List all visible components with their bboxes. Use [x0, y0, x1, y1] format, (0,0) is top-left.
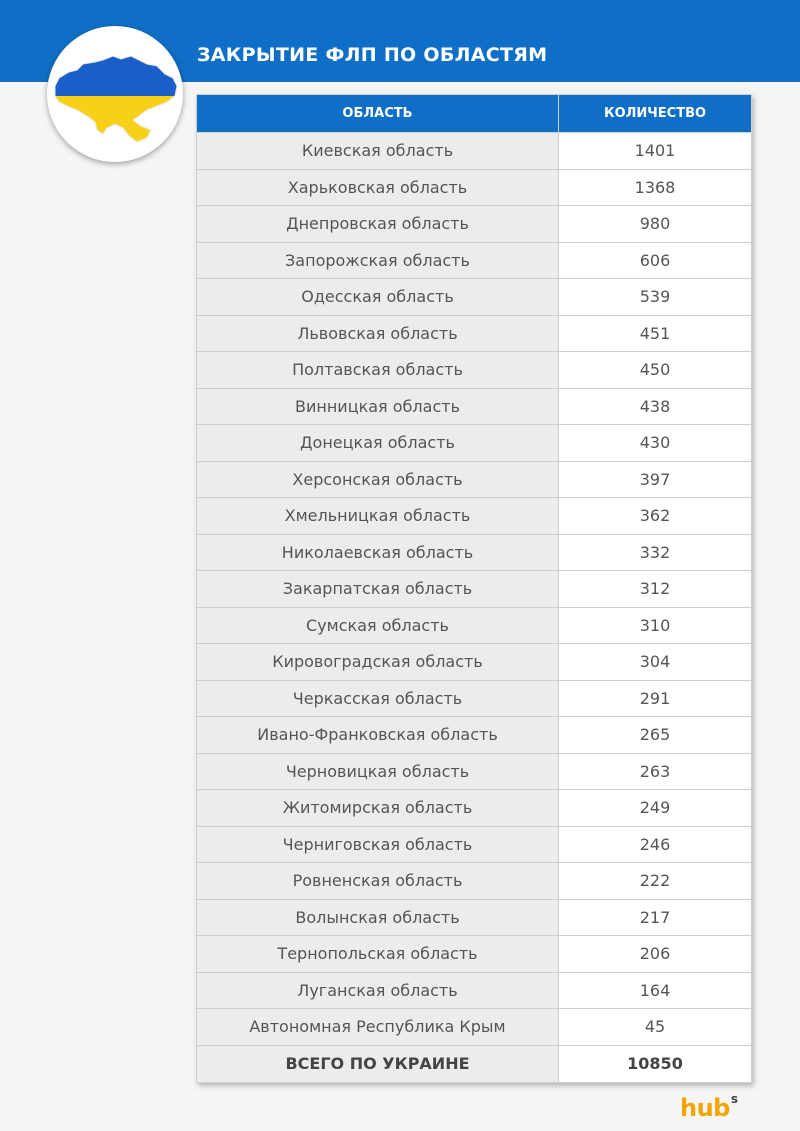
count-cell: 362: [559, 498, 752, 535]
count-cell: 332: [559, 534, 752, 571]
region-name-cell: Черкасская область: [197, 680, 559, 717]
count-cell: 304: [559, 644, 752, 681]
hubs-logo: [680, 1094, 738, 1122]
count-cell: 539: [559, 279, 752, 316]
region-name-cell: Ивано-Франковская область: [197, 717, 559, 754]
region-name-cell: Львовская область: [197, 315, 559, 352]
table-row: [197, 753, 752, 790]
region-name-cell: Винницкая область: [197, 388, 559, 425]
region-name-cell: Запорожская область: [197, 242, 559, 279]
count-cell: 217: [559, 899, 752, 936]
brand-suffix: s: [730, 1092, 738, 1106]
region-name-cell: Черниговская область: [197, 826, 559, 863]
region-name-cell: Кировоградская область: [197, 644, 559, 681]
table-row: [197, 169, 752, 206]
count-cell: 438: [559, 388, 752, 425]
table-header-row: [197, 95, 752, 133]
region-name-cell: Сумская область: [197, 607, 559, 644]
column-header-count: КОЛИЧЕСТВО: [559, 95, 752, 133]
table-row: [197, 644, 752, 681]
column-header-region: ОБЛАСТЬ: [197, 95, 559, 133]
region-name-cell: Николаевская область: [197, 534, 559, 571]
region-name-cell: Черновицкая область: [197, 753, 559, 790]
regions-table: [196, 94, 752, 1083]
table-row: [197, 972, 752, 1009]
region-name-cell: Ровненская область: [197, 863, 559, 900]
count-cell: 291: [559, 680, 752, 717]
table-row: [197, 461, 752, 498]
table-body: [197, 133, 752, 1083]
page-title: ЗАКРЫТИЕ ФЛП ПО ОБЛАСТЯМ: [197, 44, 548, 66]
count-cell: 206: [559, 936, 752, 973]
table-row: [197, 279, 752, 316]
region-name-cell: Херсонская область: [197, 461, 559, 498]
table-row: [197, 790, 752, 827]
table-row: [197, 826, 752, 863]
ukraine-map-icon: [47, 26, 183, 162]
region-name-cell: Автономная Республика Крым: [197, 1009, 559, 1046]
count-cell: 246: [559, 826, 752, 863]
count-cell: 450: [559, 352, 752, 389]
region-name-cell: Волынская область: [197, 899, 559, 936]
table-row: [197, 899, 752, 936]
table-row: [197, 717, 752, 754]
table-row: [197, 352, 752, 389]
table-row: [197, 863, 752, 900]
region-name-cell: Полтавская область: [197, 352, 559, 389]
count-cell: 312: [559, 571, 752, 608]
count-cell: 164: [559, 972, 752, 1009]
region-name-cell: Житомирская область: [197, 790, 559, 827]
table-row: [197, 425, 752, 462]
total-row: [197, 1045, 752, 1082]
count-cell: 606: [559, 242, 752, 279]
region-name-cell: Днепровская область: [197, 206, 559, 243]
count-cell: 265: [559, 717, 752, 754]
count-cell: 1401: [559, 133, 752, 170]
region-name-cell: Донецкая область: [197, 425, 559, 462]
region-name-cell: Закарпатская область: [197, 571, 559, 608]
table-row: [197, 206, 752, 243]
count-cell: 310: [559, 607, 752, 644]
region-name-cell: Хмельницкая область: [197, 498, 559, 535]
region-name-cell: Луганская область: [197, 972, 559, 1009]
table-row: [197, 936, 752, 973]
table-row: [197, 388, 752, 425]
count-cell: 249: [559, 790, 752, 827]
table-row: [197, 534, 752, 571]
count-cell: 397: [559, 461, 752, 498]
total-count-cell: 10850: [559, 1045, 752, 1082]
region-name-cell: Одесская область: [197, 279, 559, 316]
count-cell: 222: [559, 863, 752, 900]
table-row: [197, 680, 752, 717]
region-name-cell: Киевская область: [197, 133, 559, 170]
table-row: [197, 571, 752, 608]
table-row: [197, 607, 752, 644]
table-row: [197, 315, 752, 352]
count-cell: 45: [559, 1009, 752, 1046]
count-cell: 263: [559, 753, 752, 790]
region-name-cell: Харьковская область: [197, 169, 559, 206]
table-row: [197, 1009, 752, 1046]
count-cell: 430: [559, 425, 752, 462]
total-label-cell: ВСЕГО ПО УКРАИНЕ: [197, 1045, 559, 1082]
count-cell: 1368: [559, 169, 752, 206]
count-cell: 980: [559, 206, 752, 243]
table-row: [197, 133, 752, 170]
regions-table-container: [196, 94, 752, 1083]
count-cell: 451: [559, 315, 752, 352]
table-row: [197, 498, 752, 535]
region-name-cell: Тернопольская область: [197, 936, 559, 973]
brand-name: hub: [680, 1094, 730, 1122]
table-row: [197, 242, 752, 279]
